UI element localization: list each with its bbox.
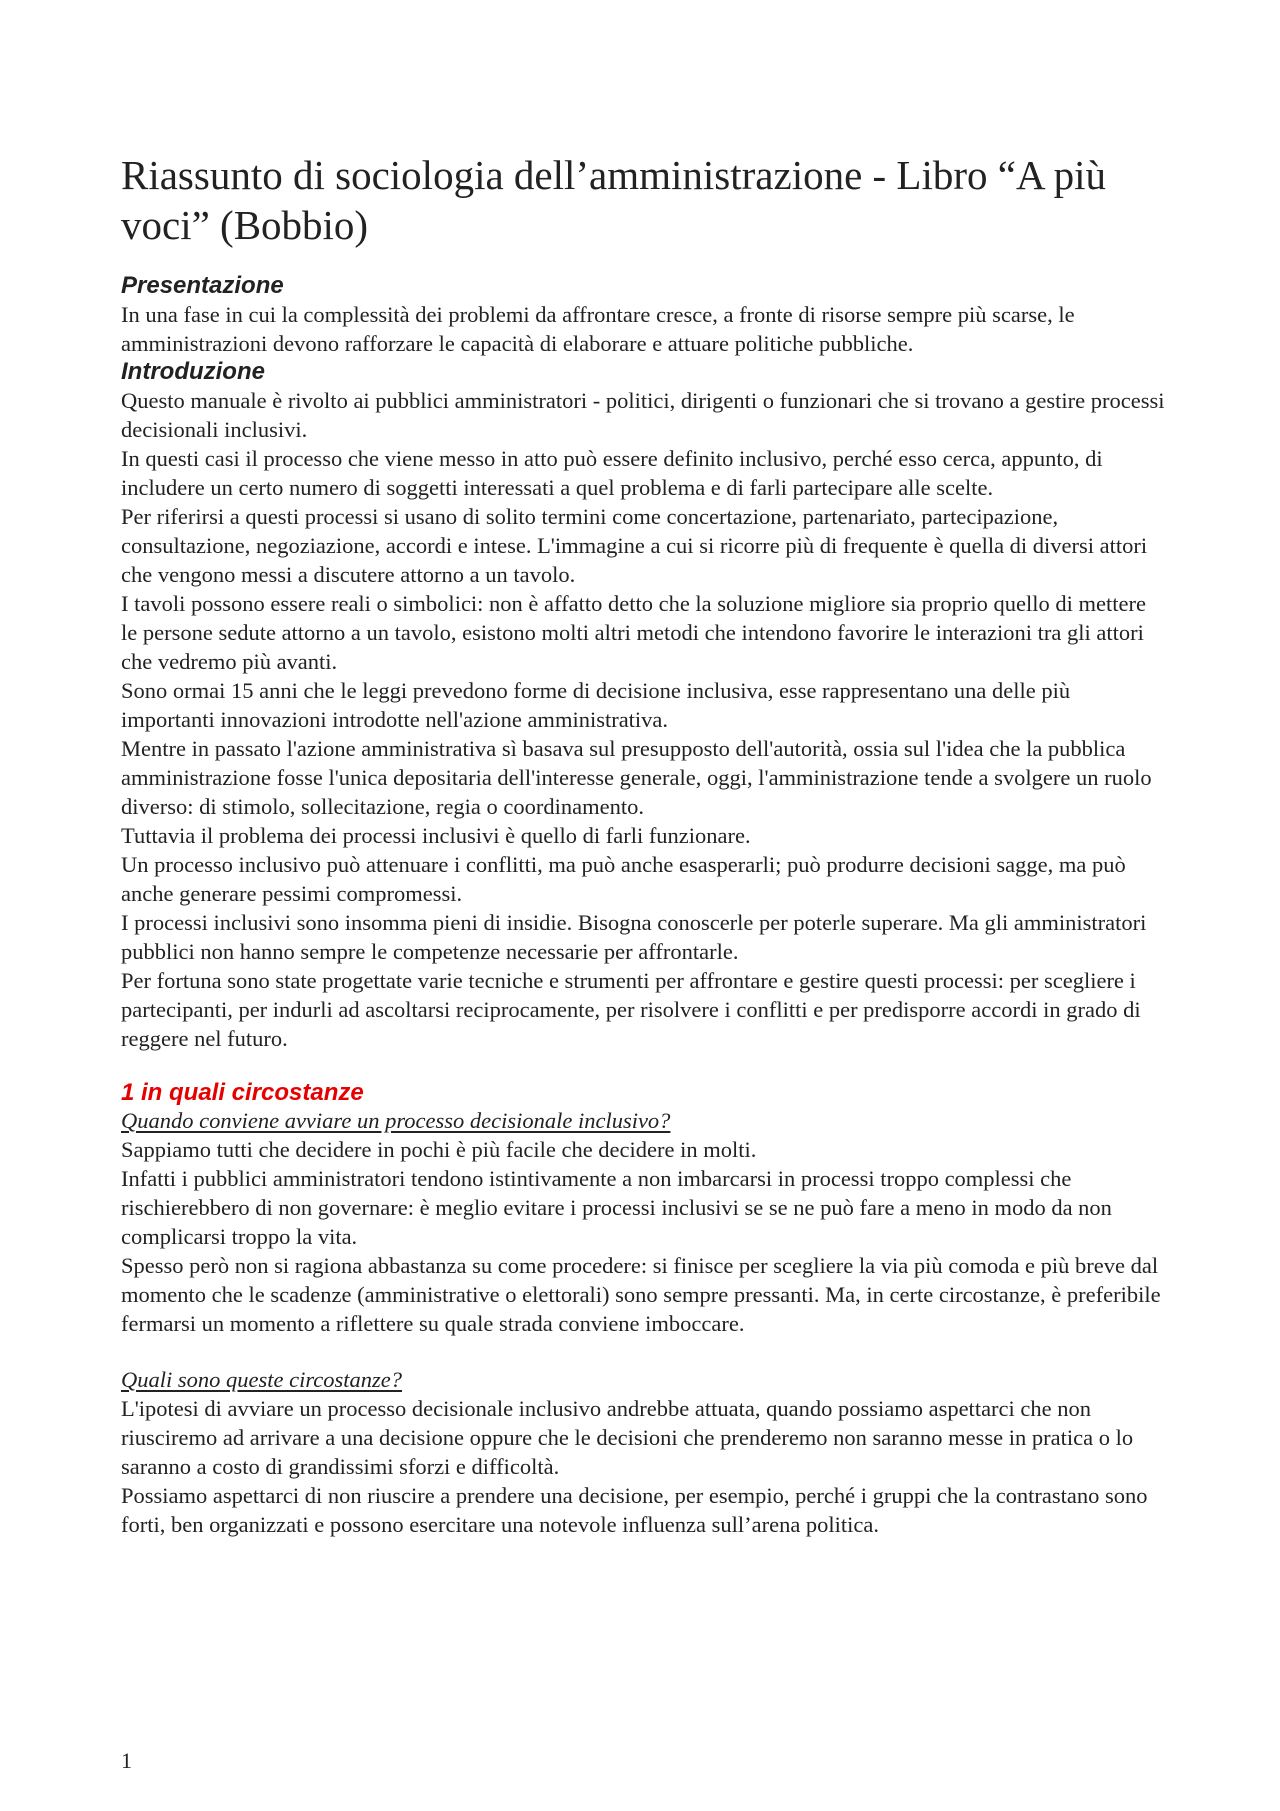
paragraph: Un processo inclusivo può attenuare i conflitti, ma può anche esasperarli; può produrre decisioni sagge, ma può anche generare pessimi compromessi.: [121, 852, 1126, 906]
heading-introduzione: Introduzione: [121, 358, 265, 385]
paragraph: Spesso però non si ragiona abbastanza su come procedere: si finisce per scegliere la via più comoda e più breve dal momento che le scadenze (amministrative o elettorali) sono sempre pressanti. Ma, in certe circostanze, è preferibile fermarsi un momento a riflettere su quale strada conviene imboccare.: [121, 1253, 1161, 1336]
paragraph: In una fase in cui la complessità dei problemi da affrontare cresce, a fronte di risorse sempre più scarse, le amministrazioni devono rafforzare le capacità di elaborare e attuare politiche pubbliche.: [121, 302, 1075, 356]
paragraph: Mentre in passato l'azione amministrativa sì basava sul presupposto dell'autorità, ossia sul l'idea che la pubblica amministrazione fosse l'unica depositaria dell'interesse generale, oggi, l'amministrazione tende a svolgere un ruolo diverso: di stimolo, sollecitazione, regia o coordinamento.: [121, 736, 1152, 819]
paragraph: Infatti i pubblici amministratori tendono istintivamente a non imbarcarsi in processi troppo complessi che rischierebbero di non governare: è meglio evitare i processi inclusivi se se ne può fare a meno in modo da non complicarsi troppo la vita.: [121, 1166, 1112, 1249]
paragraph: Tuttavia il problema dei processi inclusivi è quello di farli funzionare.: [121, 823, 751, 848]
paragraph: I processi inclusivi sono insomma pieni di insidie. Bisogna conoscerle per poterle superare. Ma gli amministratori pubblici non hanno sempre le competenze necessarie per affrontarle.: [121, 910, 1147, 964]
document-title: Riassunto di sociologia dell’amministrazione - Libro “A più voci” (Bobbio): [121, 152, 1106, 248]
paragraph: Questo manuale è rivolto ai pubblici amministratori - politici, dirigenti o funzionari che si trovano a gestire processi decisionali inclusivi.: [121, 388, 1165, 442]
paragraph: Per riferirsi a questi processi si usano di solito termini come concertazione, partenariato, partecipazione, consultazione, negoziazione, accordi e intese. L'immagine a cui si ricorre più di frequente è quella di diversi attori che vengono messi a discutere attorno a un tavolo.: [121, 504, 1148, 587]
page-number: 1: [121, 1748, 132, 1773]
heading-presentazione: Presentazione: [121, 272, 284, 299]
paragraph: In questi casi il processo che viene messo in atto può essere definito inclusivo, perché esso cerca, appunto, di includere un certo numero di soggetti interessati a quel problema e di farli partecipare alle scelte.: [121, 446, 1103, 500]
paragraph: L'ipotesi di avviare un processo decisionale inclusivo andrebbe attuata, quando possiamo aspettarci che non riusciremo ad arrivare a una decisione oppure che le decisioni che prenderemo non saranno messe in pratica o lo saranno a costo di grandissimi sforzi e difficoltà.: [121, 1396, 1134, 1479]
paragraph: Per fortuna sono state progettate varie tecniche e strumenti per affrontare e gestire questi processi: per scegliere i partecipanti, per indurli ad ascoltarsi reciprocamente, per risolvere i conflitti e per predisporre accordi in grado di reggere nel futuro.: [121, 968, 1141, 1051]
subheading-quali-circostanze: Quali sono queste circostanze?: [121, 1367, 403, 1392]
paragraph: Possiamo aspettarci di non riuscire a prendere una decisione, per esempio, perché i gruppi che la contrastano sono forti, ben organizzati e possono esercitare una notevole influenza sull’arena politica.: [121, 1483, 1148, 1537]
paragraph: I tavoli possono essere reali o simbolici: non è affatto detto che la soluzione migliore sia proprio quello di mettere le persone sedute attorno a un tavolo, esistono molti altri metodi che intendono favorire le interazioni tra gli attori che vedremo più avanti.: [121, 591, 1146, 674]
spacer: [121, 1338, 1166, 1366]
paragraph: Sono ormai 15 anni che le leggi prevedono forme di decisione inclusiva, esse rappresentano una delle più importanti innovazioni introdotte nell'azione amministrativa.: [121, 678, 1071, 732]
heading-chapter-1: 1 in quali circostanze: [121, 1079, 364, 1106]
subheading-quando-conviene: Quando conviene avviare un processo decisionale inclusivo?: [121, 1108, 671, 1133]
paragraph: Sappiamo tutti che decidere in pochi è più facile che decidere in molti.: [121, 1137, 757, 1162]
document-body: [121, 150, 1166, 1539]
